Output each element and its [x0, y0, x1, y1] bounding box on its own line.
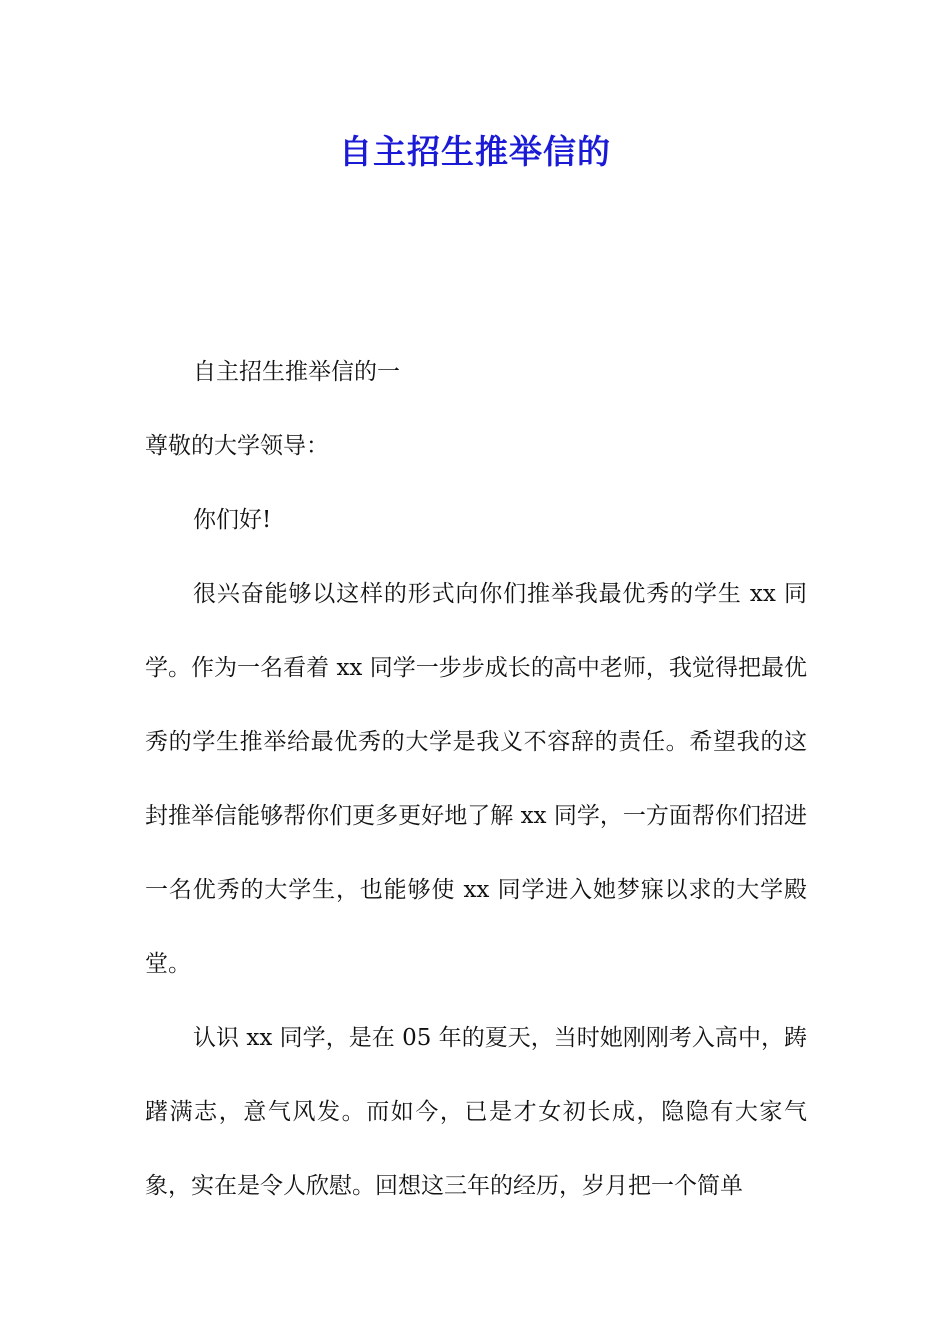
- paragraph-salutation: 尊敬的大学领导：: [145, 433, 329, 459]
- document-body: [145, 335, 807, 1223]
- paragraph-body-1: 很兴奋能够以这样的形式向你们推举我最优秀的学生 xx 同学。作为一名看着 xx 同学一步步成长的高中老师，我觉得把最优秀的学生推举给最优秀的大学是我义不容辞的责任。希望我的这封推举信能够帮你们更多更好地了解 xx 同学，一方面帮你们招进一名优秀的大学生，也能够使 xx 同学进入她梦寐以求的大学殿堂。: [145, 581, 807, 977]
- paragraph-heading: 自主招生推举信的一: [193, 359, 400, 385]
- paragraph-greeting: 你们好!: [193, 507, 272, 533]
- document-title: 自主招生推举信的: [339, 132, 611, 171]
- paragraph-body-2: 认识 xx 同学，是在 05 年的夏天，当时她刚刚考入高中，踌躇满志，意气风发。而如今，已是才女初长成，隐隐有大家气象，实在是令人欣慰。回想这三年的经历，岁月把一个简单: [145, 1025, 807, 1199]
